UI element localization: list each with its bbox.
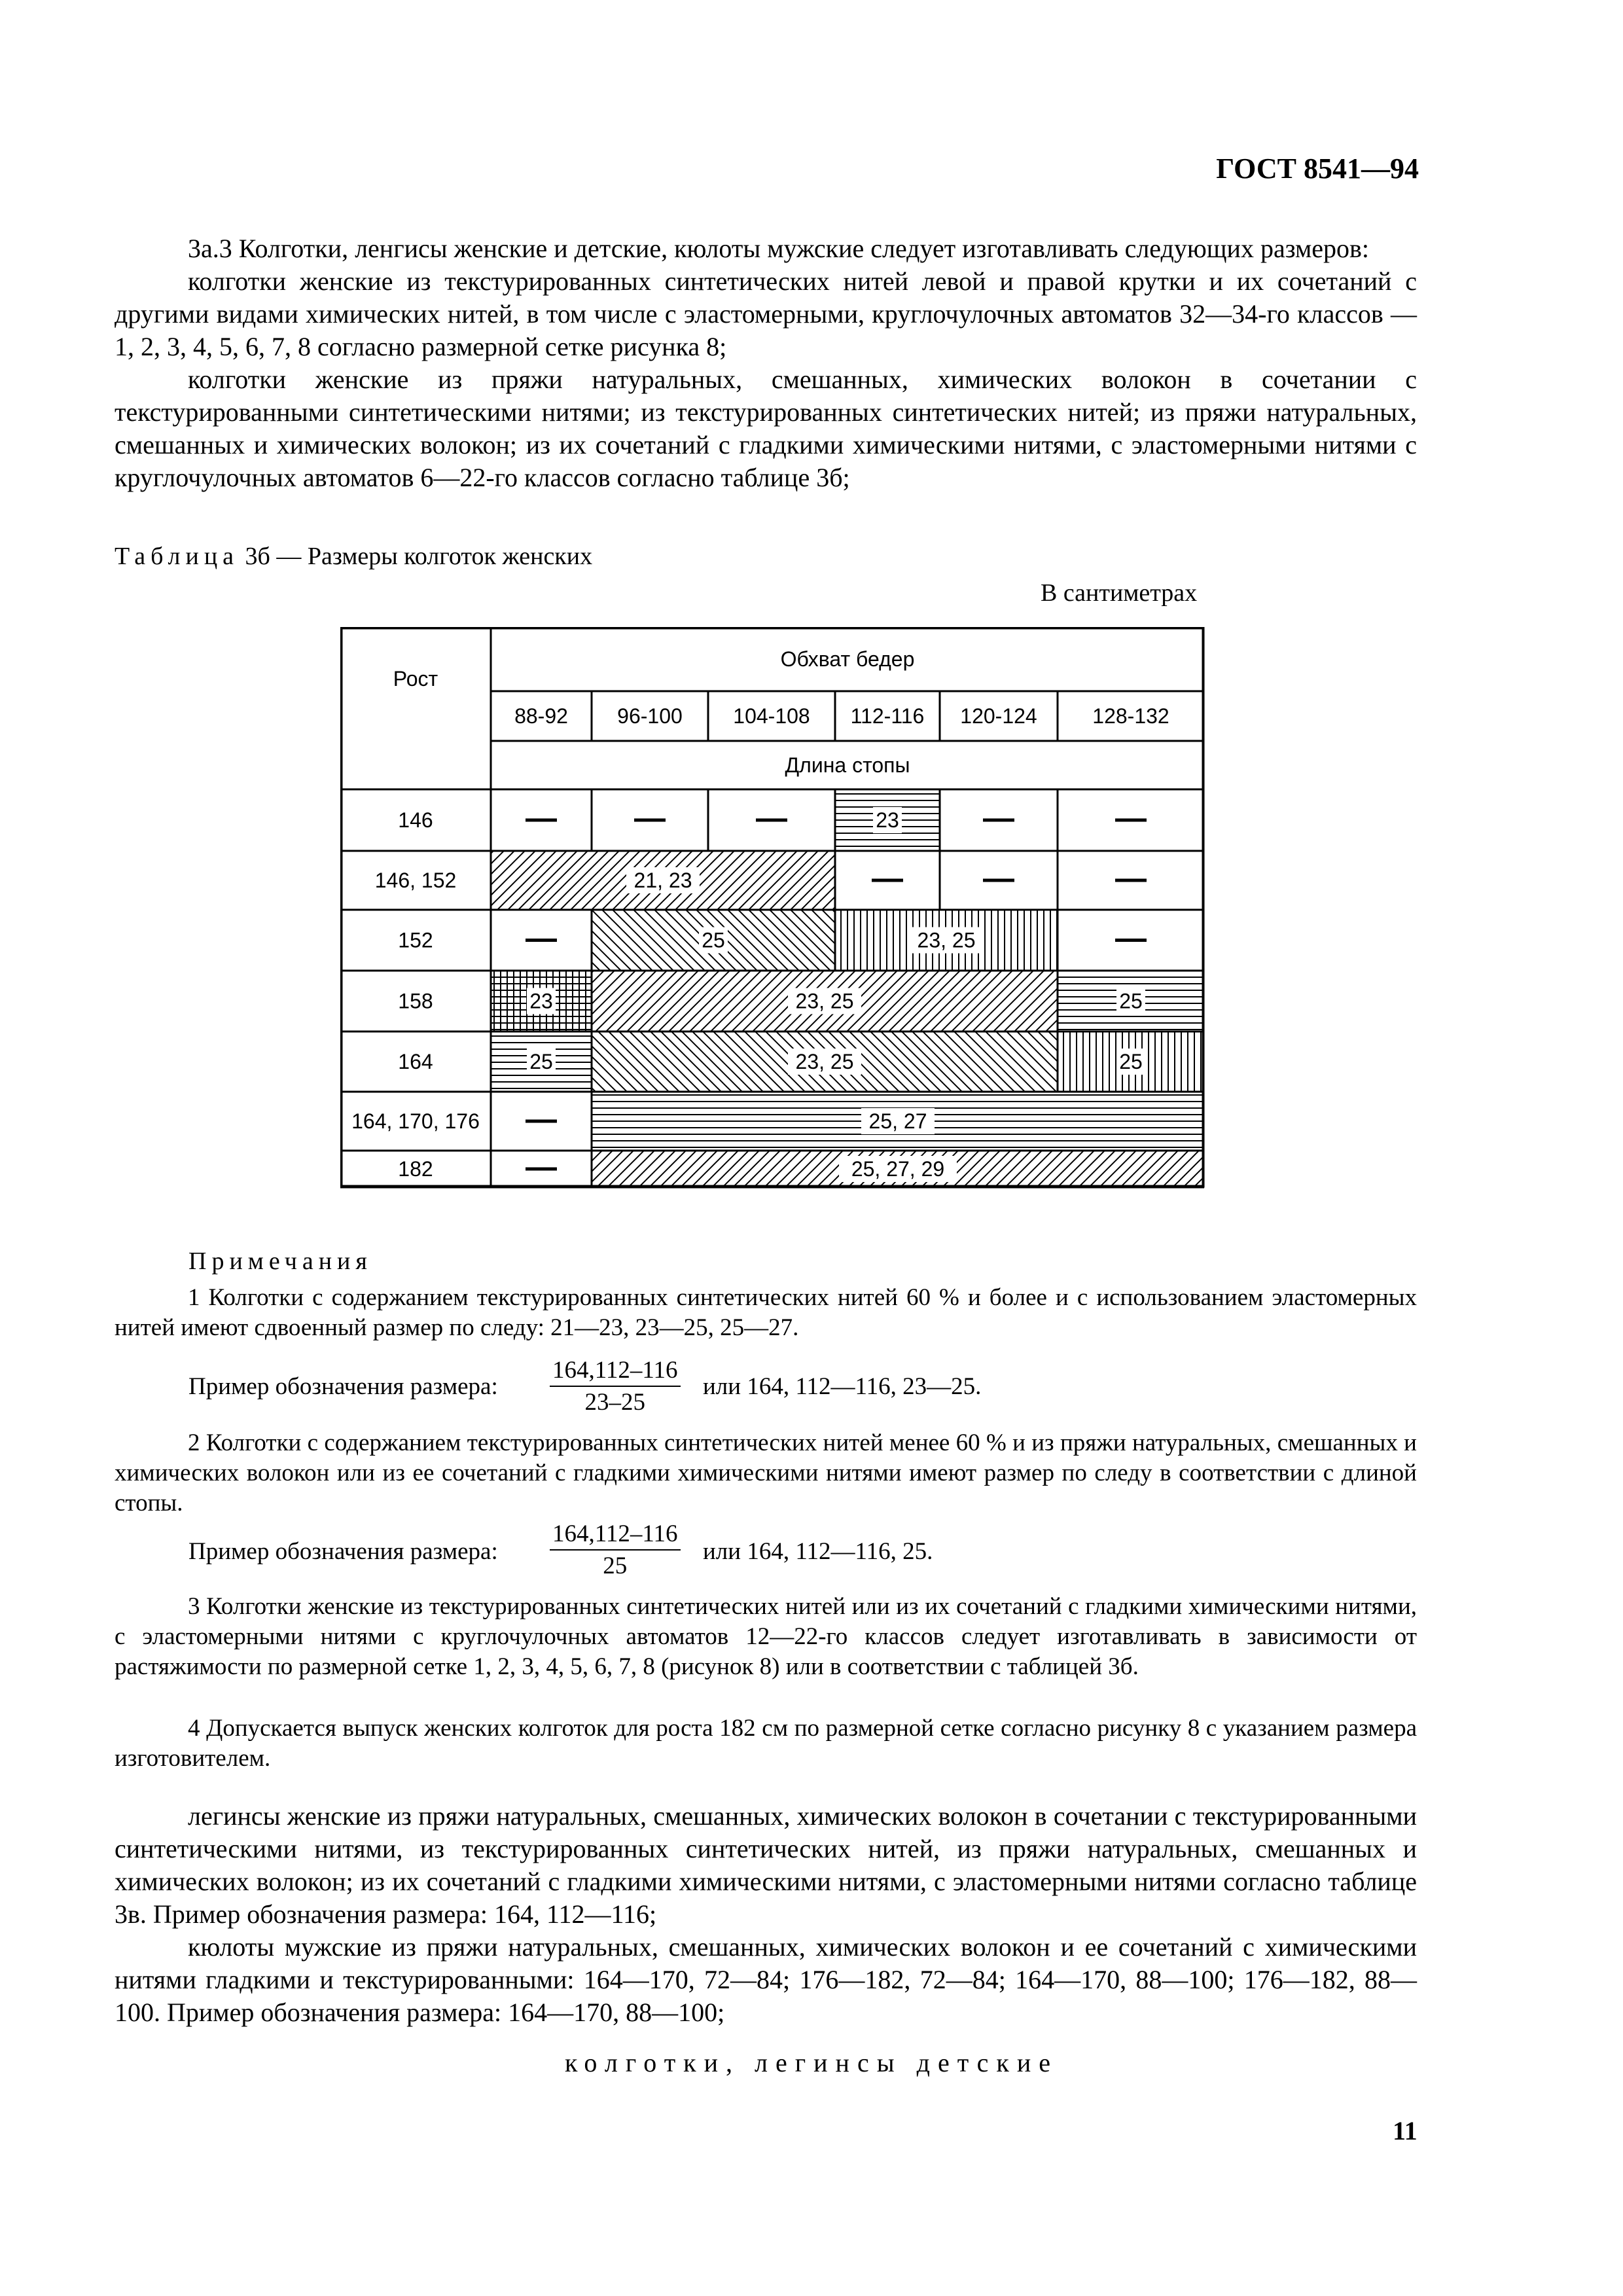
column-header-96-100: 96-100 bbox=[617, 704, 683, 728]
row-header-label: Рост bbox=[393, 667, 438, 691]
cell-r0-c3: 23 bbox=[876, 808, 899, 832]
intro-paragraph-3: колготки женские из пряжи натуральных, смешанных, химических волокон в сочетании с текстурированными синтетическими нитями; из текстурированных синтетических нитей; из пряжи натуральных, смешанных и химических волокон; из их сочетаний с гладкими химическими нитями, с эластомерными нитями с круглочулочных автоматов 6—22-го классов согласно таблице 3б; bbox=[115, 365, 1417, 492]
table-caption bbox=[115, 542, 592, 571]
column-header-120-124: 120-124 bbox=[960, 704, 1037, 728]
example-2-prefix: Пример обозначения размера: bbox=[188, 1538, 498, 1565]
cell-r1-c0: 21, 23 bbox=[633, 869, 692, 892]
example-1-numerator: 164,112–116 bbox=[550, 1356, 681, 1387]
note-1 bbox=[115, 1283, 1417, 1343]
row-label-0: 146 bbox=[398, 808, 433, 832]
column-header-112-116: 112-116 bbox=[850, 704, 925, 728]
example-2-suffix: или 164, 112—116, 25. bbox=[703, 1538, 933, 1565]
culottes-paragraph: кюлоты мужские из пряжи натуральных, смешанных, химических волокон и ее сочетаний с химическими нитями гладкими и текстурированными: 164—170, 72—84; 176—182, 72—84; 164—170, 88—100; 176—182, 88—100. Пример обозначения размера: 164—170, 88—100; bbox=[115, 1932, 1417, 2027]
cell-r3-c1: 23, 25 bbox=[795, 989, 854, 1013]
size-table bbox=[340, 627, 1217, 1216]
note-4 bbox=[115, 1713, 1417, 1774]
example-2-fraction bbox=[550, 1520, 681, 1580]
standard-header: ГОСТ 8541—94 bbox=[1216, 152, 1419, 185]
cell-r2-c2: 23, 25 bbox=[917, 928, 976, 952]
example-1-fraction bbox=[550, 1356, 681, 1416]
example-1-denominator: 23–25 bbox=[584, 1389, 645, 1416]
cell-r2-c1: 25 bbox=[702, 928, 725, 952]
example-1-suffix: или 164, 112—116, 23—25. bbox=[703, 1373, 982, 1400]
row-label-4: 164 bbox=[398, 1050, 433, 1073]
children-subheading: колготки, легинсы детские bbox=[564, 2048, 1059, 2077]
foot-length-header: Длина стопы bbox=[785, 753, 910, 777]
note-3 bbox=[115, 1592, 1417, 1682]
cell-r3-c2: 25 bbox=[1119, 989, 1143, 1013]
table-caption-word: Таблица bbox=[115, 543, 240, 570]
example-2-denominator: 25 bbox=[603, 1552, 628, 1579]
note-2-text: 2 Колготки с содержанием текстурированных синтетических нитей менее 60 % и из пряжи натуральных, смешанных и химических волокон или из ее сочетаний с гладкими химическими нитями имеют размер по следу в соответствии с длиной стопы. bbox=[115, 1429, 1417, 1516]
note-1-text: 1 Колготки с содержанием текстурированных синтетических нитей 60 % и более и с использованием эластомерных нитей имеют сдвоенный размер по следу: 21—23, 23—25, 25—27. bbox=[115, 1284, 1417, 1341]
hip-girth-header: Обхват бедер bbox=[780, 647, 915, 671]
note-3-text: 3 Колготки женские из текстурированных синтетических нитей или из их сочетаний с гладкими химическими нитями, с эластомерными нитями с круглочулочных автоматов 12—22-го классов следует изготавливать в зависимости от растяжимости по размерной сетке 1, 2, 3, 4, 5, 6, 7, 8 (рисунок 8) или в соответствии с таблицей 3б. bbox=[115, 1593, 1417, 1680]
table-caption-title: 3б — Размеры колготок женских bbox=[245, 543, 593, 570]
column-header-128-132: 128-132 bbox=[1092, 704, 1169, 728]
notes-title: Примечания bbox=[188, 1247, 372, 1275]
row-label-3: 158 bbox=[398, 989, 433, 1013]
example-1-prefix: Пример обозначения размера: bbox=[188, 1373, 498, 1400]
cell-r6-c1: 25, 27, 29 bbox=[851, 1157, 945, 1181]
cell-r4-c2: 25 bbox=[1119, 1050, 1143, 1073]
example-2-numerator: 164,112–116 bbox=[550, 1520, 681, 1551]
intro-paragraph-1: 3а.3 Колготки, ленгисы женские и детские, кюлоты мужские следует изготавливать следующих размеров: bbox=[188, 234, 1370, 263]
cell-r5-c1: 25, 27 bbox=[868, 1109, 927, 1133]
table-units: В сантиметрах bbox=[1041, 579, 1198, 607]
cell-r4-c0: 25 bbox=[529, 1050, 553, 1073]
after-section bbox=[115, 1800, 1417, 2029]
column-header-104-108: 104-108 bbox=[733, 704, 810, 728]
row-label-1: 146, 152 bbox=[374, 869, 457, 892]
cell-r3-c0: 23 bbox=[529, 989, 553, 1013]
row-label-2: 152 bbox=[398, 928, 433, 952]
leggings-paragraph: легинсы женские из пряжи натуральных, смешанных, химических волокон в сочетании с текстурированными синтетическими нитями, из текстурированных синтетических нитей, из пряжи натуральных, смешанных и химических волокон; из их сочетаний с гладкими химическими нитями, с эластомерными нитями согласно таблице 3в. Пример обозначения размера: 164, 112—116; bbox=[115, 1801, 1417, 1929]
column-header-88-92: 88-92 bbox=[514, 704, 568, 728]
note-2 bbox=[115, 1428, 1417, 1518]
row-label-5: 164, 170, 176 bbox=[351, 1109, 480, 1133]
intro-paragraph-2: колготки женские из текстурированных синтетических нитей левой и правой крутки и их сочетаний с другими видами химических нитей, в том числе с эластомерными, круглочулочных автоматов 32—34-го классов — 1, 2, 3, 4, 5, 6, 7, 8 согласно размерной сетке рисунка 8; bbox=[115, 266, 1417, 361]
row-label-6: 182 bbox=[398, 1157, 433, 1181]
intro-section bbox=[115, 232, 1417, 494]
page-number: 11 bbox=[1393, 2116, 1418, 2145]
note-4-text: 4 Допускается выпуск женских колготок для роста 182 см по размерной сетке согласно рисунку 8 с указанием размера изготовителем. bbox=[115, 1715, 1417, 1772]
cell-r4-c1: 23, 25 bbox=[795, 1050, 854, 1073]
